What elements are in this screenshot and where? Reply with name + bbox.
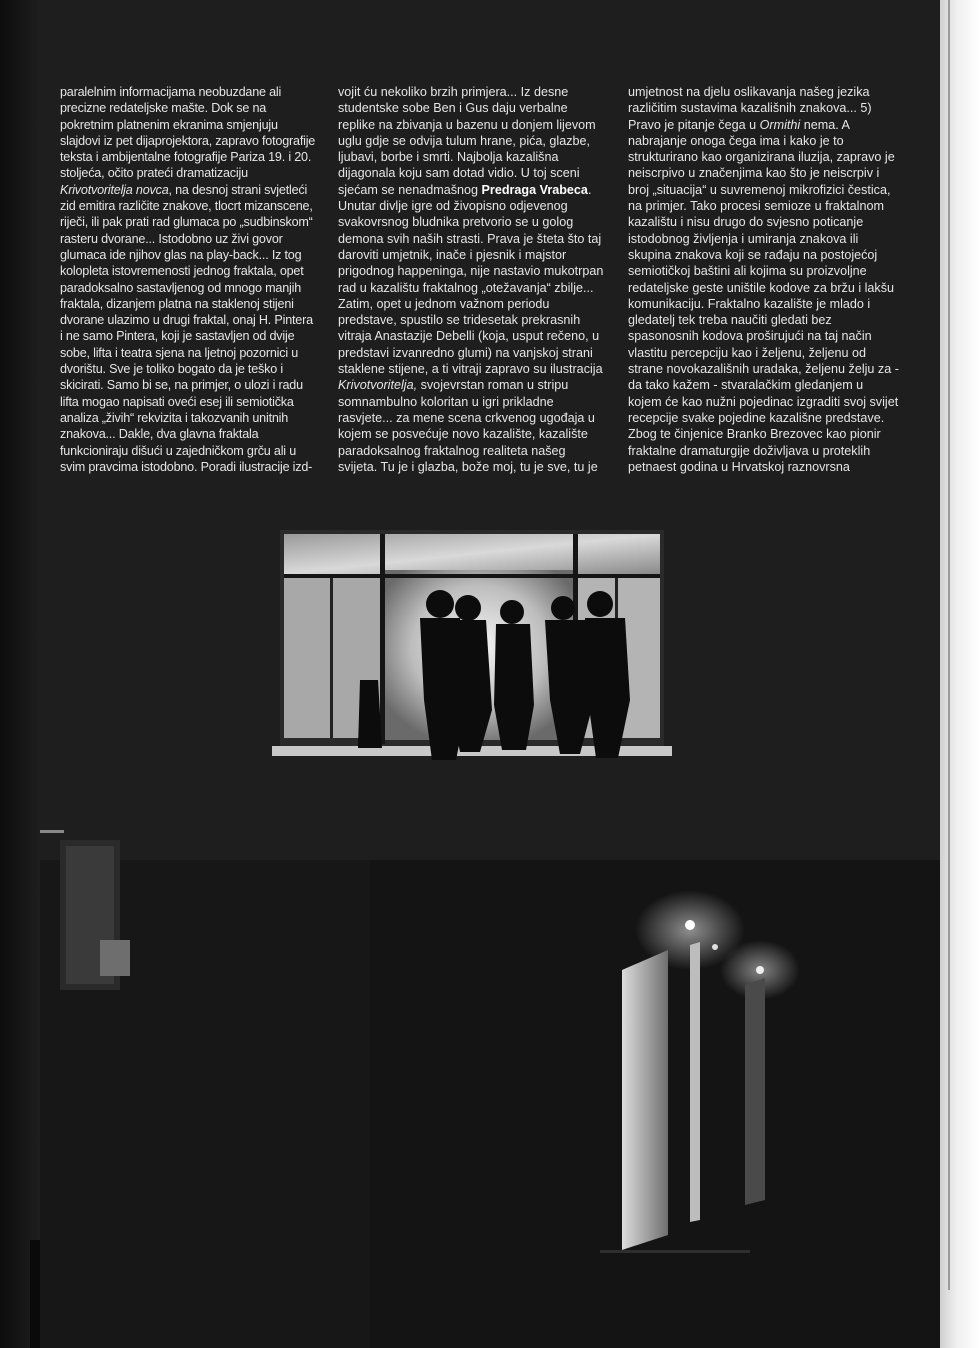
shadow-theatre-panel-1 — [622, 950, 668, 1250]
column-2-text-a: vojit ću nekoliko brzih primjera... Iz desne studentske sobe Ben i Gus daju verbalne replike na zbivanja u bazenu u donjem lijevom uglu gdje se odvija tulum hrane, pića, glazbe, ljubavi, borbe i smrti. Najbolja kazališna dijagonala koju sam dotad vidio. U toj sceni sjećam se nenadmašnog — [338, 85, 596, 197]
column-1-text-b: , na desnoj strani svjetleći zid emitira različite znakove, tlocrt mizanscene, riječi, ili pak prati rad glumaca po „sudbinskom“ rasteru dvorane... Istodobno uz živi govor glumaca ide njihov glas na play-back... Iz tog kolopleta istovremenosti jednog fraktala, opet paradoksalno sastavljenog od mnogo manjih fraktala, dizanjem platna na staklenoj stijeni dvorane ulazimo u drugi fraktal, onaj H. Pintera i ne samo Pintera, koji je sastavljen od dvije sobe, lifta i teatra sjena na ljetnoj pozornici u dvorištu. Sve je toliko bogato da je teško i skicirati. Samo bi se, na primjer, o ulozi i radu lifta mogao napisati oveći esej ili semiotička analiza „živih“ rekvizita i takozvanih unitnih znakova... Dakle, dva glavna fraktala funkcioniraju dišući u zajedničkom grču ali u svim pravcima istodobno. Poradi ilustracije izd- — [60, 182, 313, 474]
shadow-theatre-panel-2 — [745, 978, 765, 1205]
page-edge-line — [948, 0, 950, 1290]
column-2-text-b: . Unutar divlje igre od živopisno odjevenog svakovrsnog bludnika pretvorio se u golog demona svih naših strasti. Prava je šteta što taj daroviti umjetnik, inače i pjesnik i majstor prigodnog happeninga, nije nastavio mukotrpan rad u kazalištu fraktalnog „otežavanja“ zbilje... Zatim, opet u jednom važnom periodu predstave, spustilo se tridesetak prekrasnih vitraja Anastazije Debelli (koja, usput rečeno, u predstavi izvanredno glumi) na vanjskoj strani staklene stijene, a ti vitraji zapravo su ilustracija — [338, 182, 604, 377]
stage-lamp-1 — [685, 920, 695, 930]
article-column-3 — [628, 84, 900, 475]
stage-lamp-2 — [756, 966, 764, 974]
column-3-text-a: umjetnost na djelu oslikavanja našeg jezika različitim sustavima kazališnih znakova... 5) Pravo je pitanje čega u — [628, 85, 872, 132]
adjacent-page-edge — [940, 0, 980, 1348]
binding-gutter — [0, 0, 40, 1348]
column-1-title-reference: Krivotvoritelja novca — [60, 182, 169, 197]
column-2-title-reference: Krivotvoritelja, — [338, 378, 418, 393]
window-transom — [284, 534, 660, 574]
night-theatre-photo — [40, 500, 950, 1348]
seated-figure — [100, 940, 130, 976]
column-2-text-c: svojevrstan roman u stripu somnambulno koloritan u igri prikladne rasvjete... za mene scena crkvenog ugođaja u kojem se posvećuje novo kazalište, kazalište paradoksalnog fraktalnog realiteta našeg svijeta. Tu je i glazba, bože moj, tu je sve, tu je — [338, 378, 598, 474]
article-column-1 — [60, 84, 318, 475]
column-3-text-b: nema. A nabrajanje onoga čega ima i kako je to strukturirano kao organizirana iluzija, zapravo je neiscrpivo u značenjima kao što je neiscrpiv i broj „situacija“ u suvremenoj mikrofizici čestica, na primjer. Tako procesi semioze u fraktalnom kazalištu i nisu drugo do svjesno poticanje istodobnog življenja i umiranja znakova ili skupina znakova koji se rađaju na postojećoj semiotičkoj baštini ali kojima su proizvoljne redateljske geste uništile kodove za bržu i lakšu komunikaciju. Fraktalno kazalište je mlado i gledatelj tek treba naučiti gledati bez spasonosnih kodova proširujući na taj način vlastitu percepciju kao i željenu, željenu od strane novokazališnih uradaka, željenu želju za - da tako kažem - stvaralačkim gledanjem u kojem će kao nužni pojedinac izgraditi svoj svijet recepcije svake pojedine kazališne predstave. Zbog te činjenice Branko Brezovec kao pionir fraktalne dramaturgije doživljava u proteklih petnaest godina u Hrvatskoj raznovrsna — [628, 117, 899, 474]
binding-tab — [30, 1240, 40, 1348]
stage-lamp-3 — [712, 944, 718, 950]
article-column-2 — [338, 84, 608, 475]
column-3-title-reference: Ormithi — [759, 117, 801, 132]
column-2-actor-name: Predraga Vrabeca — [481, 182, 588, 197]
column-1-text-a: paralelnim informacijama neobuzdane ali precizne redateljske mašte. Dok se na pokretnim platnenim ekranima smjenjuju slajdovi iz pet dijaprojektora, zapravo fotografije teksta i ambijentalne fotografije Pariza 19. i 20. stoljeća, očito prateći dramatizaciju — [60, 85, 316, 181]
